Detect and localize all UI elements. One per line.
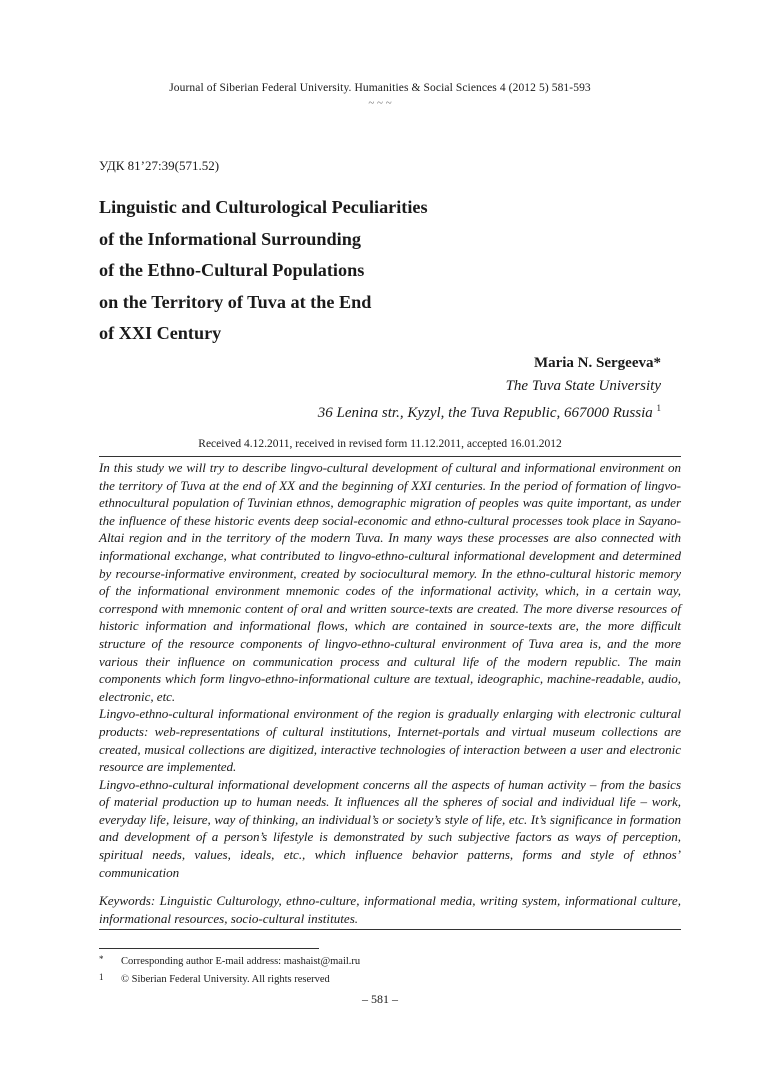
footnotes (99, 952, 360, 987)
title-line: on the Territory of Tuva at the End (99, 291, 372, 312)
address-footnote-mark: 1 (656, 403, 661, 413)
title-line: of the Ethno-Cultural Populations (99, 260, 365, 281)
footnote-text: Corresponding author E-mail address: mashaist@mail.ru (121, 956, 361, 967)
title-line: Linguistic and Culturological Peculiarities (99, 197, 428, 217)
author-address-line (318, 397, 661, 425)
author-block (318, 352, 661, 425)
keywords: Keywords: Linguistic Culturology, ethno-culture, informational media, writing system, informational culture, informational resources, socio-cultural institutes. (99, 893, 681, 926)
udk-code: УДК 81’27:39(571.52) (99, 158, 220, 173)
received-dates: Received 4.12.2011, received in revised form 11.12.2011, accepted 16.01.2012 (198, 438, 562, 450)
footnote-text: © Siberian Federal University. All rights reserved (121, 973, 330, 985)
footnote-mark: * (99, 954, 104, 964)
abstract-paragraph: Lingvo-ethno-cultural informational environment of the region is gradually enlarging with electronic cultural products: web-representations of cultural institutions, Internet-portals and virtual museum collections are created, musical collections are digitized, interactive technologies of interaction between a user and electronic resource are implemented. (99, 706, 681, 775)
footnote (99, 952, 360, 970)
author-address: 36 Lenina str., Kyzyl, the Tuva Republic, 667000 Russia (317, 405, 653, 421)
title-line: of XXI Century (99, 323, 222, 344)
author-institution: The Tuva State University (505, 377, 661, 394)
journal-header: Journal of Siberian Federal University. Humanities & Social Sciences 4 (2012 5) 581-593 (169, 82, 591, 94)
footnote-rule (99, 948, 319, 949)
article-title (99, 192, 659, 350)
title-line: of the Informational Surrounding (99, 228, 361, 249)
abstract (99, 459, 681, 881)
footnote-mark: 1 (99, 971, 104, 982)
footnote (99, 970, 360, 988)
abstract-paragraph: Lingvo-ethno-cultural informational development concerns all the aspects of human activity – from the basics of material production up to human needs. It influences all the spheres of social and individual life – work, everyday life, leisure, way of thinking, an individual’s or society’s style of life, etc. It’s significance in formation and development of a person’s lifestyle is demonstrated by such subjective factors as ways of perception, spiritual needs, values, ideals, etc., which influence behavior patterns, forms and style of ethnos’ communication (99, 776, 681, 880)
abstract-bottom-rule (99, 929, 681, 930)
page-number: – 581 – (362, 992, 398, 1006)
header-ornament: ~ ~ ~ (368, 97, 392, 109)
author-name: Maria N. Sergeeva* (533, 355, 661, 371)
abstract-paragraph: In this study we will try to describe lingvo-cultural development of cultural and informational environment on the territory of Tuva at the end of XX and the beginning of XXI centuries. In the period of formation of lingvo-ethnocultural population of Tuvinian ethnos, demographic migration of peoples was quite important, as under the influence of these historic events deep social-economic and ethno-cultural processes took place in Sayano-Altai region and in the territory of the modern Tuva. In many ways these processes are also connected with informational exchange, what contributed to lingvo-ethno-cultural informational development and determined by recourse-informative environment, created by sociocultural memory. In the ethno-cultural historic memory of the informational environment mnemonic codes of the informational activity, which, in a certain way, correspond with mnemonic content of oral and written source-texts are created. The more diverse resources of historic information and informational flows, which are contained in source-texts are, the more difficult structure of the resource components of lingvo-ethno-cultural environment of Tuva area is, and the more various their influence on communication process and cultural life of the modern republic. The main components which form lingvo-ethno-informational culture are textual, ideographic, machine-readable, audio, electronic, etc. (99, 460, 681, 704)
abstract-top-rule (99, 456, 681, 457)
